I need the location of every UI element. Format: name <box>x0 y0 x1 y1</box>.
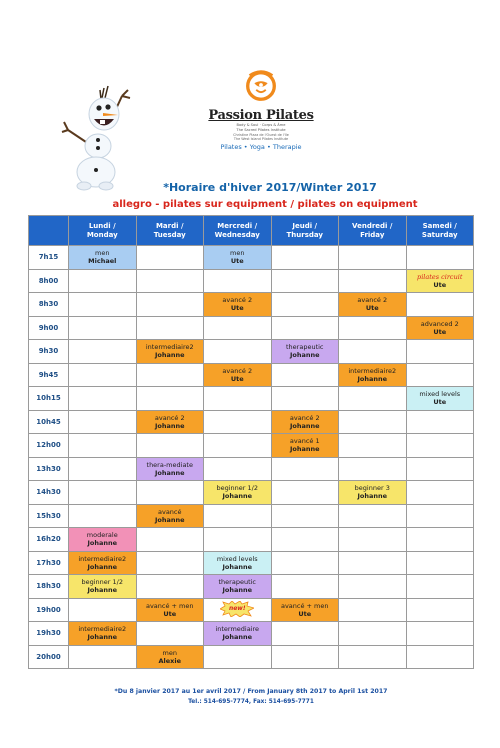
instructor-name: Ute <box>433 398 447 407</box>
class-slot <box>136 410 204 434</box>
class-name: beginner 1/2 <box>216 484 258 493</box>
instructor-name: Johanne <box>357 374 388 383</box>
time-label: 10h15 <box>29 387 69 411</box>
empty-slot <box>69 363 137 387</box>
empty-slot <box>69 340 137 364</box>
class-slot <box>339 293 407 317</box>
schedule-row <box>29 269 474 293</box>
class-name: avancé 2 <box>357 296 388 305</box>
class-name: advanced 2 <box>420 319 459 328</box>
empty-slot <box>406 363 474 387</box>
class-slot <box>339 481 407 505</box>
schedule-row <box>29 316 474 340</box>
class-slot <box>136 645 204 669</box>
class-slot <box>69 575 137 599</box>
instructor-name: Johanne <box>289 421 320 430</box>
instructor-name: Johanne <box>222 492 253 501</box>
class-slot <box>204 293 272 317</box>
empty-slot <box>204 434 272 458</box>
class-name: men <box>95 249 110 258</box>
empty-slot <box>339 387 407 411</box>
class-slot <box>339 363 407 387</box>
class-slot <box>204 551 272 575</box>
class-slot <box>406 269 474 293</box>
schedule-row <box>29 387 474 411</box>
empty-slot <box>136 293 204 317</box>
instructor-name: Johanne <box>154 351 185 360</box>
class-name: avancé + men <box>145 601 194 610</box>
time-label: 9h45 <box>29 363 69 387</box>
time-label: 19h30 <box>29 622 69 646</box>
instructor-name: Johanne <box>87 633 118 642</box>
day-header: Lundi / Monday <box>69 216 137 246</box>
class-name: avancé 1 <box>289 437 320 446</box>
class-name: avancé 2 <box>154 413 185 422</box>
new-class-badge <box>204 598 272 622</box>
empty-slot <box>204 528 272 552</box>
schedule-row <box>29 410 474 434</box>
empty-slot <box>339 410 407 434</box>
class-name: intermediaire2 <box>78 554 127 563</box>
class-name: avancé <box>157 507 182 516</box>
empty-slot <box>136 363 204 387</box>
empty-slot <box>69 434 137 458</box>
class-slot <box>271 410 339 434</box>
class-slot <box>204 622 272 646</box>
schedule-row <box>29 504 474 528</box>
empty-slot <box>136 316 204 340</box>
empty-slot <box>406 575 474 599</box>
empty-slot <box>136 622 204 646</box>
instructor-name: Johanne <box>222 562 253 571</box>
class-name: avancé 2 <box>222 296 253 305</box>
class-name: mixed levels <box>419 390 461 399</box>
empty-slot <box>136 269 204 293</box>
schedule-row <box>29 246 474 270</box>
empty-slot <box>406 246 474 270</box>
class-slot <box>69 246 137 270</box>
schedule-row <box>29 528 474 552</box>
class-name: mixed levels <box>216 554 258 563</box>
instructor-name: Johanne <box>289 445 320 454</box>
empty-slot <box>406 457 474 481</box>
empty-slot <box>339 504 407 528</box>
class-slot <box>204 481 272 505</box>
empty-slot <box>406 622 474 646</box>
class-name: therapeutic <box>218 578 256 587</box>
empty-slot <box>69 504 137 528</box>
brand-subline-2: The Sacred Pilates Institute <box>236 128 286 132</box>
schedule-table <box>28 215 474 669</box>
empty-slot <box>339 645 407 669</box>
empty-slot <box>339 598 407 622</box>
class-slot <box>136 457 204 481</box>
brand-name: Passion Pilates <box>208 108 314 123</box>
empty-slot <box>271 551 339 575</box>
class-slot <box>271 598 339 622</box>
instructor-name: Alexie <box>158 656 181 665</box>
empty-slot <box>339 528 407 552</box>
empty-slot <box>339 457 407 481</box>
instructor-name: Johanne <box>289 351 320 360</box>
empty-slot <box>406 528 474 552</box>
class-slot <box>136 504 204 528</box>
instructor-name: Johanne <box>154 468 185 477</box>
class-slot <box>204 246 272 270</box>
class-name: intermediaire2 <box>348 366 397 375</box>
empty-slot <box>204 340 272 364</box>
schedule-row <box>29 457 474 481</box>
empty-slot <box>69 598 137 622</box>
schedule-row <box>29 363 474 387</box>
empty-slot <box>204 645 272 669</box>
season-title: *Horaire d'hiver 2017/Winter 2017 <box>163 181 377 194</box>
empty-slot <box>406 504 474 528</box>
schedule-body <box>29 246 474 669</box>
schedule-header-row <box>29 216 474 246</box>
instructor-name: Michael <box>88 257 117 266</box>
class-slot <box>69 551 137 575</box>
class-slot <box>406 316 474 340</box>
brand-logo-block <box>196 66 326 151</box>
empty-slot <box>69 316 137 340</box>
footer-dates: *Du 8 janvier 2017 au 1er avril 2017 / From January 8th 2017 to April 1st 2017 <box>114 688 388 695</box>
instructor-name: Ute <box>298 609 312 618</box>
schedule-row <box>29 340 474 364</box>
empty-slot <box>69 387 137 411</box>
time-label: 7h15 <box>29 246 69 270</box>
empty-slot <box>339 269 407 293</box>
empty-slot <box>406 598 474 622</box>
brand-address-2: The West Island Pilates Institute <box>233 137 289 141</box>
empty-slot <box>69 293 137 317</box>
class-name: avancé 2 <box>222 366 253 375</box>
instructor-name: Ute <box>230 257 244 266</box>
schedule-row <box>29 645 474 669</box>
empty-slot <box>339 434 407 458</box>
time-label: 20h00 <box>29 645 69 669</box>
empty-slot <box>271 528 339 552</box>
time-label: 8h30 <box>29 293 69 317</box>
time-label: 19h00 <box>29 598 69 622</box>
instructor-name: Ute <box>365 304 379 313</box>
day-header: Mardi / Tuesday <box>136 216 204 246</box>
schedule-row <box>29 622 474 646</box>
lotus-chakra-logo <box>242 66 280 104</box>
class-name: beginner 3 <box>354 484 390 493</box>
instructor-name: Ute <box>230 374 244 383</box>
brand-tagline: Pilates • Yoga • Therapie <box>220 143 302 151</box>
empty-slot <box>271 363 339 387</box>
empty-slot <box>204 269 272 293</box>
instructor-name: Johanne <box>87 586 118 595</box>
class-name: avancé + men <box>280 601 329 610</box>
header-corner <box>29 216 69 246</box>
class-slot <box>204 363 272 387</box>
empty-slot <box>69 457 137 481</box>
class-slot <box>136 340 204 364</box>
empty-slot <box>136 481 204 505</box>
instructor-name: Johanne <box>87 539 118 548</box>
schedule-row <box>29 598 474 622</box>
empty-slot <box>406 293 474 317</box>
class-slot <box>136 598 204 622</box>
class-slot <box>271 434 339 458</box>
time-label: 8h00 <box>29 269 69 293</box>
empty-slot <box>136 434 204 458</box>
empty-slot <box>271 269 339 293</box>
class-name: men <box>162 648 177 657</box>
empty-slot <box>271 387 339 411</box>
empty-slot <box>69 645 137 669</box>
empty-slot <box>136 246 204 270</box>
brand-address: Christine Plaza de l'Ouest de l'Ile <box>233 133 289 137</box>
empty-slot <box>69 269 137 293</box>
class-name: thera-mediate <box>146 460 193 469</box>
empty-slot <box>406 481 474 505</box>
time-label: 18h30 <box>29 575 69 599</box>
class-name: avancé 2 <box>289 413 320 422</box>
instructor-name: Ute <box>433 327 447 336</box>
empty-slot <box>204 316 272 340</box>
empty-slot <box>69 410 137 434</box>
empty-slot <box>204 410 272 434</box>
empty-slot <box>69 481 137 505</box>
time-label: 12h00 <box>29 434 69 458</box>
empty-slot <box>136 575 204 599</box>
empty-slot <box>136 551 204 575</box>
schedule-row <box>29 434 474 458</box>
instructor-name: Ute <box>230 304 244 313</box>
schedule-subtitle: allegro - pilates sur equipment / pilates on equipment <box>112 199 418 210</box>
empty-slot <box>271 504 339 528</box>
time-label: 10h45 <box>29 410 69 434</box>
class-slot <box>271 340 339 364</box>
time-label: 9h00 <box>29 316 69 340</box>
instructor-name: Johanne <box>154 515 185 524</box>
schedule-row <box>29 293 474 317</box>
brand-subline: Body & Soul · Corps & Âme <box>236 123 286 127</box>
empty-slot <box>204 504 272 528</box>
class-name: beginner 1/2 <box>81 578 123 587</box>
empty-slot <box>406 551 474 575</box>
time-label: 14h30 <box>29 481 69 505</box>
class-name: moderale <box>86 531 118 540</box>
empty-slot <box>406 645 474 669</box>
empty-slot <box>271 316 339 340</box>
schedule-row <box>29 575 474 599</box>
class-slot <box>69 528 137 552</box>
empty-slot <box>136 528 204 552</box>
empty-slot <box>339 551 407 575</box>
day-header: Vendredi / Friday <box>339 216 407 246</box>
empty-slot <box>271 293 339 317</box>
class-slot <box>204 575 272 599</box>
instructor-name: Johanne <box>87 562 118 571</box>
empty-slot <box>271 481 339 505</box>
class-name: intermediaire2 <box>78 625 127 634</box>
empty-slot <box>339 316 407 340</box>
class-name: therapeutic <box>286 343 324 352</box>
empty-slot <box>271 622 339 646</box>
empty-slot <box>136 387 204 411</box>
empty-slot <box>271 457 339 481</box>
footer-contact: Tel.: 514-695-7774, Fax: 514-695-7771 <box>188 699 314 705</box>
day-header: Mercredi / Wednesday <box>204 216 272 246</box>
time-label: 16h20 <box>29 528 69 552</box>
class-slot <box>406 387 474 411</box>
instructor-name: Ute <box>433 280 447 289</box>
instructor-name: Johanne <box>357 492 388 501</box>
schedule-row <box>29 481 474 505</box>
instructor-name: Johanne <box>222 586 253 595</box>
instructor-name: Johanne <box>222 633 253 642</box>
empty-slot <box>204 457 272 481</box>
class-name: pilates circuit <box>417 272 463 281</box>
empty-slot <box>406 410 474 434</box>
instructor-name: Ute <box>163 609 177 618</box>
starburst-icon <box>220 601 254 617</box>
empty-slot <box>339 622 407 646</box>
class-slot <box>69 622 137 646</box>
day-header: Samedi / Saturday <box>406 216 474 246</box>
new-badge-label: new! <box>228 604 246 612</box>
time-label: 17h30 <box>29 551 69 575</box>
time-label: 9h30 <box>29 340 69 364</box>
day-header: Jeudi / Thursday <box>271 216 339 246</box>
class-name: intermediaire2 <box>145 343 194 352</box>
schedule-row <box>29 551 474 575</box>
empty-slot <box>339 575 407 599</box>
empty-slot <box>271 246 339 270</box>
empty-slot <box>406 340 474 364</box>
time-label: 13h30 <box>29 457 69 481</box>
empty-slot <box>339 340 407 364</box>
class-name: intermediaire <box>215 625 260 634</box>
time-label: 15h30 <box>29 504 69 528</box>
class-name: men <box>230 249 245 258</box>
instructor-name: Johanne <box>154 421 185 430</box>
empty-slot <box>271 645 339 669</box>
empty-slot <box>406 434 474 458</box>
empty-slot <box>339 246 407 270</box>
snowman-illustration <box>58 82 140 192</box>
empty-slot <box>204 387 272 411</box>
empty-slot <box>271 575 339 599</box>
